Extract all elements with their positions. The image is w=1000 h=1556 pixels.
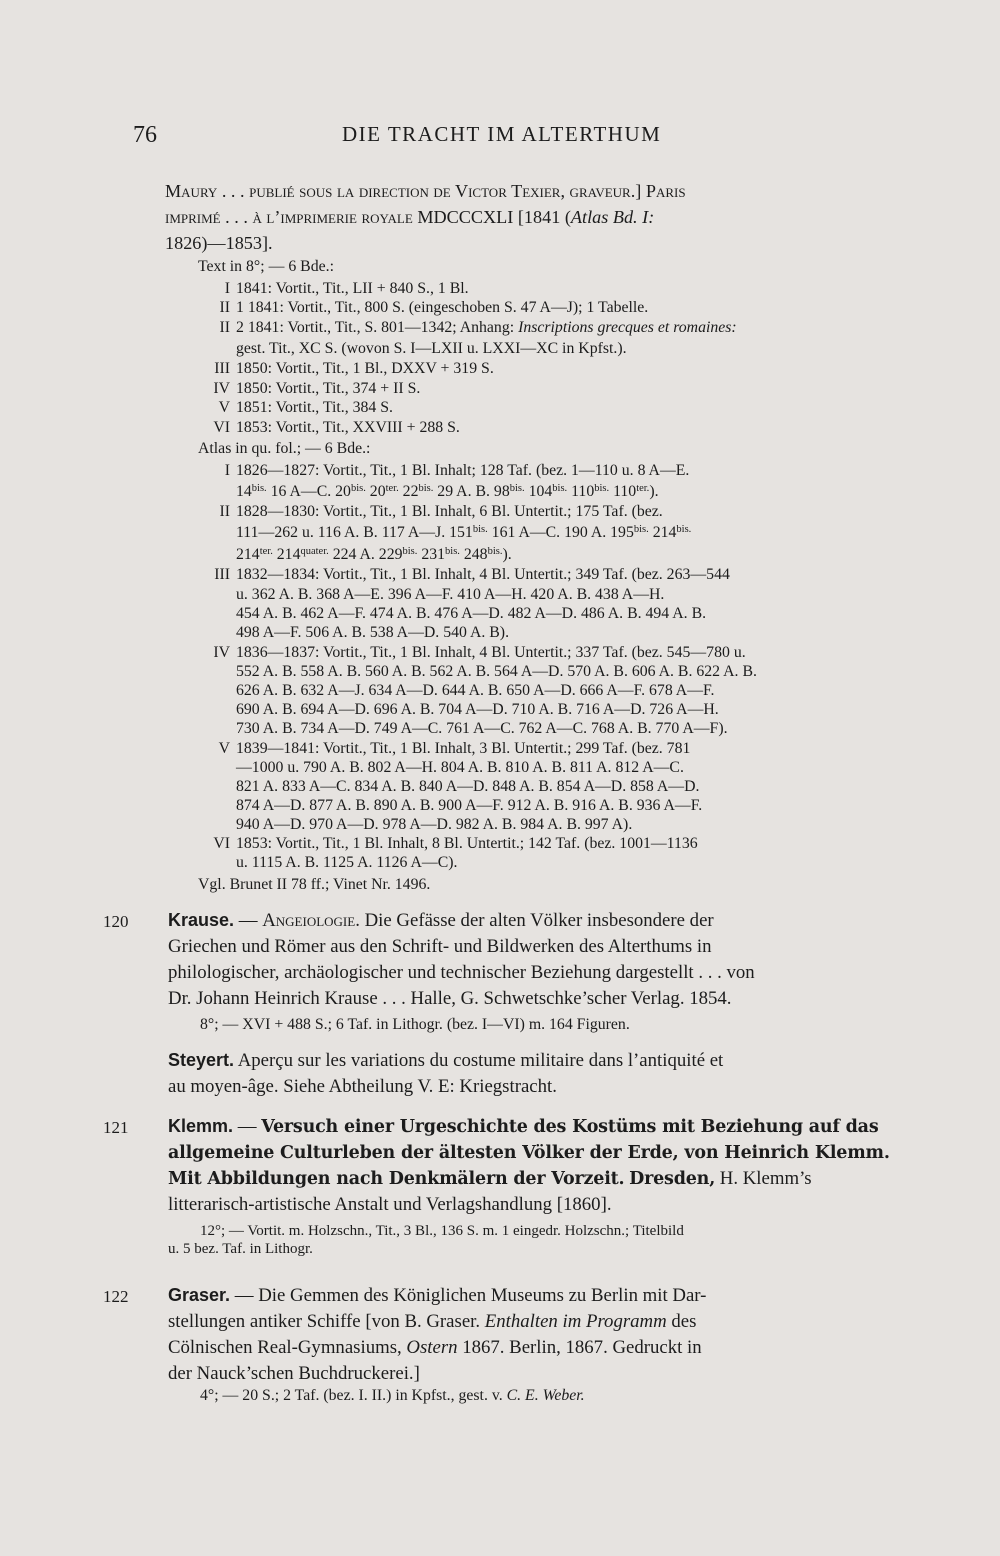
intro-line-2-rest: MDCCCXLI [1841 ( <box>412 207 571 227</box>
entry-number: 120 <box>103 912 129 931</box>
intro-line-2-italic: Atlas Bd. I: <box>570 207 655 227</box>
atlas-vol-line: III 1832—1834: Vortit., Tit., 1 Bl. Inhalt, 4 Bl. Untertit.; 349 Taf. (bez. 263—544 <box>214 566 730 583</box>
atlas-vol-line: I 1826—1827: Vortit., Tit., 1 Bl. Inhalt; 128 Taf. (bez. 1—110 u. 8 A—E. <box>224 462 690 479</box>
text-vol-line: VI 1853: Vortit., Tit., XXVIII + 288 S. <box>213 419 460 436</box>
entry-line: Mit Abbildungen nach Denkmälern der Vorzeit. Dresden, H. Klemm’s <box>168 1168 812 1189</box>
entry-author: Steyert. <box>168 1050 235 1070</box>
entry-note: 12°; — Vortit. m. Holzschn., Tit., 3 Bl., 136 S. m. 1 eingedr. Holzschn.; Titelbild <box>200 1223 684 1239</box>
entry-line: Steyert. Aperçu sur les variations du costume militaire dans l’antiquité et <box>168 1050 724 1071</box>
entry-author: Graser. <box>168 1285 231 1305</box>
entry-line: Klemm. — Versuch einer Urgeschichte des Kostüms mit Beziehung auf das <box>168 1116 879 1137</box>
page-number: 76 <box>133 122 157 148</box>
continued-entry-title <box>165 178 897 256</box>
entry-line: Griechen und Römer aus den Schrift- und Bildwerken des Alterthums in <box>168 936 712 957</box>
blackletter-title: Versuch einer Urgeschichte des Kostüms mit Beziehung auf das <box>261 1117 879 1137</box>
atlas-vol-line: —1000 u. 790 A. B. 802 A—H. 804 A. B. 810 A. B. 811 A. 812 A—C. <box>236 759 684 776</box>
atlas-vol-line: 552 A. B. 558 A. B. 560 A. B. 562 A. B. 564 A—D. 570 A. B. 606 A. B. 622 A. B. <box>236 663 757 680</box>
atlas-vol-line: IV 1836—1837: Vortit., Tit., 1 Bl. Inhalt, 4 Bl. Untertit.; 337 Taf. (bez. 545—780 u. <box>213 644 746 661</box>
atlas-vol-line: 454 A. B. 462 A—F. 474 A. B. 476 A—D. 482 A—D. 486 A. B. 494 A. B. <box>236 605 707 622</box>
text-vol-line: I 1841: Vortit., Tit., LII + 840 S., 1 Bl. <box>224 280 469 297</box>
atlas-vol-line: 626 A. B. 632 A—J. 634 A—D. 644 A. B. 650 A—D. 666 A—F. 678 A—F. <box>236 682 715 699</box>
intro-line-1: Maury . . . publié sous la direction de Victor Texier, graveur.] Paris <box>165 181 686 201</box>
entry-line: Krause. — Angeiologie. Die Gefässe der alten Völker insbesondere der <box>168 910 714 931</box>
entry-line: au moyen-âge. Siehe Abtheilung V. E: Kriegstracht. <box>168 1076 557 1097</box>
entry-line: Graser. — Die Gemmen des Königlichen Museums zu Berlin mit Dar- <box>168 1285 707 1306</box>
atlas-vol-line: 730 A. B. 734 A—D. 749 A—C. 761 A—C. 762 A—C. 768 A. B. 770 A—F). <box>236 720 728 737</box>
entry-note: 8°; — XVI + 488 S.; 6 Taf. in Lithogr. (bez. I—VI) m. 164 Figuren. <box>200 1016 630 1033</box>
text-vol-line: V 1851: Vortit., Tit., 384 S. <box>218 399 394 416</box>
text-vol-line: III 1850: Vortit., Tit., 1 Bl., DXXV + 319 S. <box>214 360 494 377</box>
entry-note: 4°; — 20 S.; 2 Taf. (bez. I. II.) in Kpfst., gest. v. C. E. Weber. <box>200 1387 585 1404</box>
atlas-vol-line: $214^{ter.}$ $214^{quater.}$ 224 A. $229^{bis.}$ $231^{bis.}$ $248^{bis.}$). <box>236 546 512 563</box>
entry-line: philologischer, archäologischer und technischer Beziehung dargestellt . . . von <box>168 962 755 983</box>
entry-line: allgemeine Culturleben der ältesten Völker der Erde, von Heinrich Klemm. <box>168 1143 890 1163</box>
entry-author: Klemm. <box>168 1116 234 1136</box>
atlas-vol-line: 498 A—F. 506 A. B. 538 A—D. 540 A. B). <box>236 624 510 641</box>
running-head: DIE TRACHT IM ALTERTHUM <box>342 122 662 146</box>
text-vol-line: II 1 1841: Vortit., Tit., 800 S. (eingeschoben S. 47 A—J); 1 Tabelle. <box>219 299 649 316</box>
page-header <box>0 122 1000 152</box>
entry-line: Cölnischen Real-Gymnasiums, Ostern 1867. Berlin, 1867. Gedruckt in <box>168 1337 702 1358</box>
atlas-vol-line: VI 1853: Vortit., Tit., 1 Bl. Inhalt, 8 Bl. Untertit.; 142 Taf. (bez. 1001—1136 <box>213 835 698 852</box>
text-heading: Text in 8°; — 6 Bde.: <box>198 258 334 275</box>
atlas-vol-line: 874 A—D. 877 A. B. 890 A. B. 900 A—F. 912 A. B. 916 A. B. 936 A—F. <box>236 797 703 814</box>
atlas-vol-line: u. 1115 A. B. 1125 A. 1126 A—C). <box>236 854 458 871</box>
entry-author: Krause. <box>168 910 235 930</box>
atlas-vol-line: 111—262 u. 116 A. B. 117 A—J. $151^{bis.}$ 161 A—C. 190 A. $195^{bis.}$ $214^{bis.}$ <box>236 524 692 541</box>
atlas-vol-line: $14^{bis.}$ 16 A—C. $20^{bis.}$ $20^{ter.}$ $22^{bis.}$ 29 A. B. $98^{bis.}$ $104^{bis.}$ $110^{bis.}$ $110^{ter.}$). <box>236 483 659 500</box>
atlas-vol-line: 821 A. 833 A—C. 834 A. B. 840 A—D. 848 A. B. 854 A—D. 858 A—D. <box>236 778 700 795</box>
entry-line: litterarisch-artistische Anstalt und Verlagshandlung [1860]. <box>168 1194 612 1215</box>
entry-line: Dr. Johann Heinrich Krause . . . Halle, G. Schwetschke’scher Verlag. 1854. <box>168 988 732 1009</box>
entry-number: 121 <box>103 1118 129 1137</box>
atlas-heading: Atlas in qu. fol.; — 6 Bde.: <box>198 440 371 457</box>
reference-note: Vgl. Brunet II 78 ff.; Vinet Nr. 1496. <box>198 876 431 893</box>
atlas-vol-line: 690 A. B. 694 A—D. 696 A. B. 704 A—D. 710 A. B. 716 A—D. 726 A—H. <box>236 701 719 718</box>
text-vol-line: II 2 1841: Vortit., Tit., S. 801—1342; Anhang: Inscriptions grecques et romaines: <box>219 319 737 336</box>
atlas-vol-line: 940 A—D. 970 A—D. 978 A—D. 982 A. B. 984 A. B. 997 A). <box>236 816 633 833</box>
atlas-vol-line: u. 362 A. B. 368 A—E. 396 A—F. 410 A—H. 420 A. B. 438 A—H. <box>236 586 665 603</box>
entry-line: der Nauck’schen Buchdruckerei.] <box>168 1363 420 1384</box>
intro-line-2: imprimé . . . à l’imprimerie royale <box>165 207 413 227</box>
text-vol-line: gest. Tit., XC S. (wovon S. I—LXII u. LXXI—XC in Kpfst.). <box>236 340 627 357</box>
atlas-vol-line: V 1839—1841: Vortit., Tit., 1 Bl. Inhalt, 3 Bl. Untertit.; 299 Taf. (bez. 781 <box>218 740 691 757</box>
entry-note: u. 5 bez. Taf. in Lithogr. <box>168 1241 313 1257</box>
entry-line: stellungen antiker Schiffe [von B. Graser. Enthalten im Programm des <box>168 1311 697 1332</box>
entry-number: 122 <box>103 1287 129 1306</box>
atlas-vol-line: II 1828—1830: Vortit., Tit., 1 Bl. Inhalt, 6 Bl. Untertit.; 175 Taf. (bez. <box>219 503 663 520</box>
intro-line-3: 1826)—1853]. <box>165 233 273 253</box>
entry-title-sc: Angeiologie. <box>262 910 360 931</box>
text-vol-line: IV 1850: Vortit., Tit., 374 + II S. <box>213 380 421 397</box>
